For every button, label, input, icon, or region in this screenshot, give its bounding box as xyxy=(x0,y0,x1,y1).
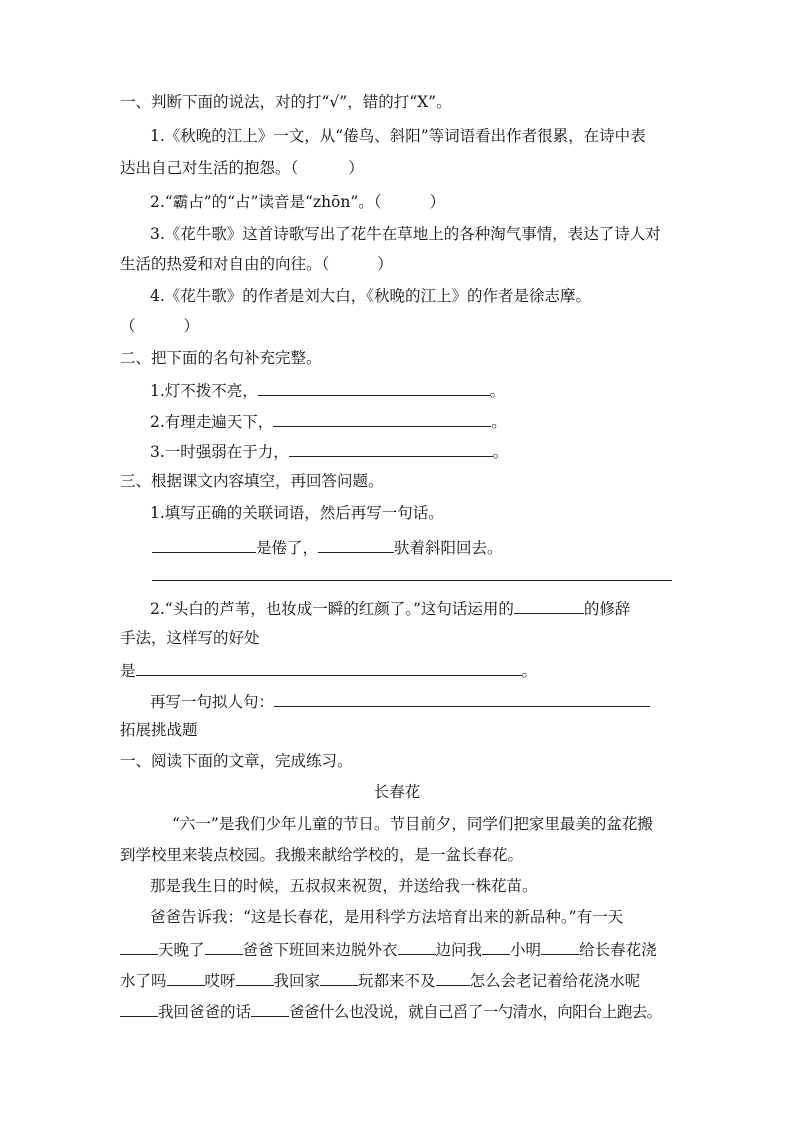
rhetoric-blank[interactable] xyxy=(514,597,584,614)
section3-question-2-line2: 手法，这样写的好处 xyxy=(120,629,260,647)
close-paren: ） xyxy=(429,193,446,211)
conjunction-end-text: 驮着斜阳回去。 xyxy=(394,539,503,557)
section1-heading: 一、判断下面的说法，对的打“√”，错的打“X”。 xyxy=(120,93,452,111)
proverb-1 xyxy=(150,379,505,401)
question-4-line2 xyxy=(120,316,199,336)
fill-text: 水了吗 xyxy=(120,972,167,990)
fill-text: 玩都来不及 xyxy=(358,972,436,990)
question-2-text: 2.“霸占”的“占”读音是“zhōn”。（ xyxy=(150,193,382,211)
period: 。 xyxy=(491,413,507,431)
punctuation-blank[interactable] xyxy=(120,1000,158,1017)
close-paren: ） xyxy=(183,317,200,335)
question-4-line1: 4.《花牛歌》的作者是刘大白，《秋晚的江上》的作者是徐志摩。 xyxy=(150,287,592,305)
punctuation-blank[interactable] xyxy=(482,938,510,955)
period: 。 xyxy=(492,443,509,461)
paragraph-2: 那是我生日的时候，五叔叔来祝贺，并送给我一株花苗。 xyxy=(150,877,538,895)
punctuation-blank[interactable] xyxy=(320,969,358,986)
punctuation-blank[interactable] xyxy=(541,938,579,955)
punctuation-blank[interactable] xyxy=(205,938,243,955)
question-3-line2 xyxy=(120,254,393,274)
proverb-1-blank[interactable] xyxy=(258,379,490,396)
benefit-blank[interactable] xyxy=(136,659,522,676)
section3-heading: 三、根据课文内容填空，再回答问题。 xyxy=(120,472,384,490)
proverb-1-text: 1.灯不拨不亮， xyxy=(150,382,258,400)
fill-text: 小明 xyxy=(510,941,542,959)
close-paren: ） xyxy=(348,159,364,177)
punctuation-fill-line-3 xyxy=(120,1000,662,1022)
period: 。 xyxy=(489,382,506,400)
conjunction-fill-line xyxy=(152,536,503,558)
fill-text: 我回爸爸的话 xyxy=(158,1003,252,1021)
punctuation-blank[interactable] xyxy=(251,1000,289,1017)
section3-question-2-line3 xyxy=(120,659,537,681)
fill-text: 边问我 xyxy=(435,941,483,959)
open-paren: （ xyxy=(120,317,136,335)
fill-text: 哎呀 xyxy=(204,972,236,990)
punctuation-blank[interactable] xyxy=(436,969,470,986)
proverb-2 xyxy=(150,410,507,432)
section3-question-2-line1 xyxy=(150,597,630,619)
fill-text: 怎么会老记着给花浇水呢 xyxy=(469,972,641,990)
proverb-3-text: 3.一时强弱在于力， xyxy=(150,443,289,461)
section3-question-1: 1.填写正确的关联词语，然后再写一句话。 xyxy=(150,504,444,522)
question-1-line2 xyxy=(120,158,364,178)
sentence-writing-line[interactable] xyxy=(152,580,672,581)
punctuation-blank[interactable] xyxy=(120,938,158,955)
proverb-2-blank[interactable] xyxy=(273,410,491,427)
article-title: 长春花 xyxy=(373,783,421,801)
personification-text: 再写一句拟人句： xyxy=(150,693,275,711)
section2-heading: 二、把下面的名句补充完整。 xyxy=(120,349,322,367)
conjunction-mid-text: 是倦了， xyxy=(256,539,319,557)
punctuation-blank[interactable] xyxy=(236,969,274,986)
proverb-3-blank[interactable] xyxy=(289,440,493,457)
personification-line xyxy=(150,690,650,712)
fill-text: 我回家 xyxy=(273,972,321,990)
question-3-text: 生活的热爱和对自由的向往。（ xyxy=(120,255,330,273)
fill-text: 爸爸下班回来边脱外衣 xyxy=(242,941,398,959)
question-1-text: 达出自己对生活的抱怨。（ xyxy=(120,159,299,177)
question-2 xyxy=(150,192,445,212)
paragraph-3-line1: 爸爸告诉我：“这是长春花，是用科学方法培育出来的新品种。”有一天 xyxy=(150,908,624,926)
fill-text: 给长春花浇 xyxy=(579,941,657,959)
paragraph-1-line2: 到学校里来装点校园。我搬来献给学校的，是一盆长春花。 xyxy=(120,846,524,864)
fill-text: 爸爸什么也没说，就自己舀了一勺清水，向阳台上跑去。 xyxy=(289,1003,662,1021)
punctuation-fill-line-2 xyxy=(120,969,640,991)
extension-heading: 一、阅读下面的文章，完成练习。 xyxy=(120,752,353,770)
personification-blank[interactable] xyxy=(274,690,650,707)
conjunction-blank-2[interactable] xyxy=(318,536,394,553)
question-3-line1: 3.《花牛歌》这首诗歌写出了花牛在草地上的各种淘气事情，表达了诗人对 xyxy=(150,225,661,243)
extension-title: 拓展挑战题 xyxy=(120,721,198,739)
paragraph-1-line1: “六一”是我们少年儿童的节日。节目前夕，同学们把家里最美的盆花搬 xyxy=(172,815,653,833)
proverb-2-text: 2.有理走遍天下， xyxy=(150,413,274,431)
q2-line3-start: 是 xyxy=(120,662,136,680)
q2-text-a: 2.“头白的芦苇，也妆成一瞬的红颜了。”这句话运用的 xyxy=(150,600,514,618)
proverb-3 xyxy=(150,440,508,462)
punctuation-blank[interactable] xyxy=(167,969,205,986)
close-paren: ） xyxy=(377,255,393,273)
question-1-line1: 1.《秋晚的江上》一文，从“倦鸟、斜阳”等词语看出作者很累，在诗中表 xyxy=(150,127,646,145)
conjunction-blank-1[interactable] xyxy=(152,536,256,553)
q2-line3-end: 。 xyxy=(521,662,538,680)
punctuation-fill-line-1 xyxy=(120,938,657,960)
q2-text-b: 的修辞 xyxy=(583,600,631,618)
fill-text: 天晚了 xyxy=(158,941,205,959)
punctuation-blank[interactable] xyxy=(398,938,436,955)
